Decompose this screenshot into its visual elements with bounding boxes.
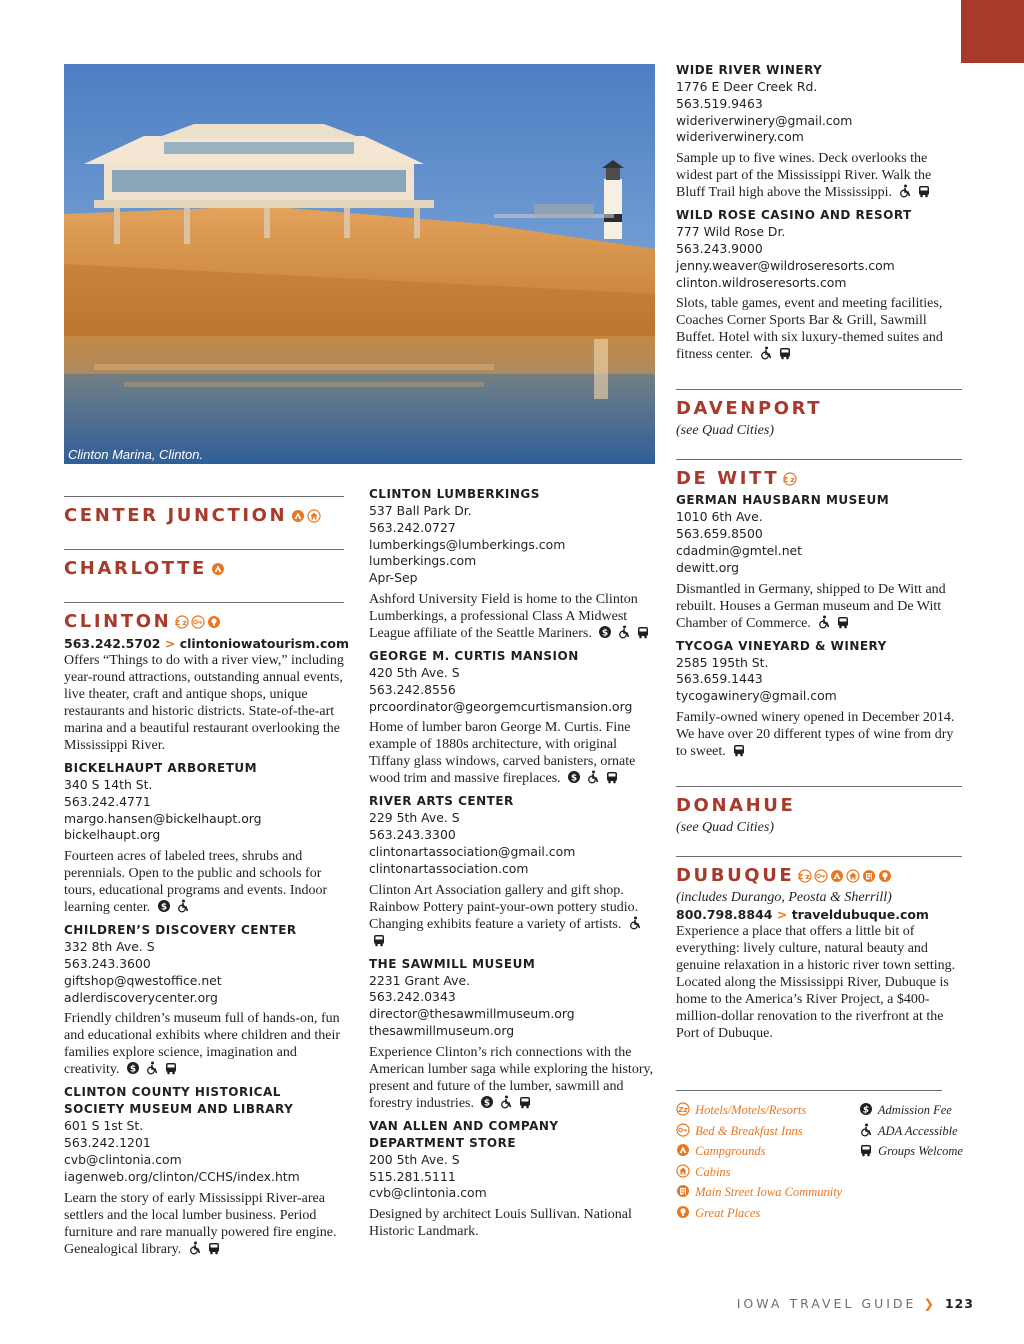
street-address: 1010 6th Ave. <box>676 509 763 525</box>
phone-number: 563.659.8500 <box>676 526 763 542</box>
email-link[interactable]: tycogawinery@gmail.com <box>676 688 837 704</box>
svg-text:Zz: Zz <box>678 1106 688 1114</box>
groups-welcome-icon <box>732 743 746 757</box>
column-1 <box>64 496 350 1264</box>
legend-item <box>859 1141 963 1162</box>
city-heading: CHARLOTTE <box>64 556 344 582</box>
admission-fee-icon <box>480 1095 494 1109</box>
see-note: (see Quad Cities) <box>676 423 774 439</box>
cabin-icon <box>676 1164 690 1178</box>
legend-label: Cabins <box>695 1164 731 1179</box>
city-description: Experience a place that offers a little bit of everything: lively culture, natural beauty and genuine relaxation in a historic river town setting. Located along the Mississippi River, Dubuque is home to the America’s River Project, a $400-million-dollar renovation to the riverfront at the Port of Dubuque. <box>676 923 956 1041</box>
legend-lodging <box>676 1100 842 1224</box>
listing-name: TYCOGA VINEYARD & WINERY <box>676 638 887 653</box>
legend-label: Admission Fee <box>877 1103 952 1117</box>
email-link[interactable]: director@thesawmillmuseum.org <box>369 1006 575 1022</box>
website-link[interactable]: lumberkings.com <box>369 553 477 569</box>
amenity-icons <box>798 865 894 886</box>
groups-welcome-icon <box>778 346 792 360</box>
description-text: Learn the story of early Mississippi River-area settlers and the local lumber business. Period furniture and rare manually powered fire engine. Genealogical library. <box>64 1190 337 1257</box>
bed-breakfast-icon <box>191 615 205 629</box>
email-link[interactable]: wideriverwinery@gmail.com <box>676 112 853 128</box>
description-text: Dismantled in Germany, shipped to De Witt and rebuilt. Houses a German museum and De Witt Chamber of Commerce. <box>676 581 946 631</box>
city-clinton <box>64 603 350 754</box>
email-link[interactable]: jenny.weaver@wildroseresorts.com <box>676 257 895 273</box>
city-center-junction <box>64 497 344 529</box>
city-heading: DUBUQUE Zz <box>676 863 962 889</box>
see-note: (see Quad Cities) <box>676 819 774 835</box>
phone-number: 563.242.4771 <box>64 793 151 809</box>
website-link[interactable]: clintonartassociation.com <box>369 860 529 876</box>
ada-accessible-icon <box>176 899 190 913</box>
legend-item <box>859 1121 963 1142</box>
great-places-icon <box>878 869 892 883</box>
street-address: 420 5th Ave. S <box>369 664 460 680</box>
listing-bickelhaupt <box>64 760 344 916</box>
city-heading: DE WITT Zz <box>676 468 798 490</box>
ada-accessible-icon <box>898 184 912 198</box>
legend-label: Bed & Breakfast Inns <box>695 1123 803 1138</box>
phone-number: 563.243.3300 <box>369 827 456 843</box>
hotel-icon <box>676 1102 690 1116</box>
website-link[interactable]: dewitt.org <box>676 559 740 575</box>
street-address: 601 S 1st St. <box>64 1118 144 1134</box>
ada-accessible-icon <box>188 1241 202 1255</box>
website-link[interactable]: traveldubuque.com <box>791 906 929 922</box>
page-number: 123 <box>944 1296 974 1311</box>
campground-icon <box>676 1143 690 1157</box>
svg-text:Zz: Zz <box>798 872 813 881</box>
svg-text:Zz: Zz <box>175 619 190 627</box>
listing-name: CHILDREN’S DISCOVERY CENTER <box>64 923 297 938</box>
ada-accessible-icon <box>817 615 831 629</box>
listing-lumberkings <box>369 486 654 642</box>
column-2 <box>369 486 654 1246</box>
arrow-glyph: > <box>164 636 176 651</box>
listing-name: GEORGE M. CURTIS MANSION <box>369 648 579 663</box>
photo-caption: Clinton Marina, Clinton. <box>68 447 204 462</box>
description-text: Slots, table games, event and meeting facilities, Coaches Corner Sports Bar & Grill, Sawmill Buffet. Hotel with six luxury-themed suites and fitness center. <box>676 296 943 363</box>
street-address: 200 5th Ave. S <box>369 1151 460 1167</box>
phone-number: 563.242.0343 <box>369 989 456 1005</box>
campground-icon <box>291 509 305 523</box>
city-description: Offers “Things to do with a river view,” including year-round attractions, outstanding annual events, live theater, craft and antique shops, unique restaurants and historic districts. State-of-the-art marina and a beautiful restaurant overlooking the Mississippi River. <box>64 653 344 753</box>
email-link[interactable]: cvb@clintonia.com <box>64 1151 182 1167</box>
listing-name: WILD ROSE CASINO AND RESORT <box>676 208 912 223</box>
listing-name: BICKELHAUPT ARBORETUM <box>64 761 258 775</box>
legend-item <box>676 1162 842 1183</box>
description-text: Sample up to five wines. Deck overlooks the widest part of the Mississippi River. Walk the Bluff Trail high above the Mississippi. <box>676 151 932 201</box>
listing-clinton-county-historical <box>64 1084 344 1257</box>
street-address: 332 8th Ave. S <box>64 939 155 955</box>
svg-text:$: $ <box>862 1105 870 1116</box>
groups-welcome-icon <box>164 1061 178 1075</box>
listing-tycoga <box>676 638 962 760</box>
admission-fee-icon <box>157 899 171 913</box>
great-places-icon <box>207 615 221 629</box>
contact-line <box>676 906 962 923</box>
listing-name: CLINTON COUNTY HISTORICAL SOCIETY MUSEUM AND LIBRARY <box>64 1085 294 1117</box>
website-link[interactable]: clintoniowatourism.com <box>179 636 350 651</box>
svg-text:$: $ <box>129 1064 137 1075</box>
admission-fee-icon <box>567 770 581 784</box>
phone-number: 563.243.9000 <box>676 240 763 256</box>
hotel-icon <box>175 615 189 629</box>
great-places-icon <box>676 1205 690 1219</box>
chevron-right-icon: ❯ <box>923 1296 934 1311</box>
listing-van-allen <box>369 1118 654 1240</box>
description-text: Designed by architect Louis Sullivan. National Historic Landmark. <box>369 1207 632 1240</box>
website-link[interactable]: bickelhaupt.org <box>64 827 161 843</box>
website-link[interactable]: wideriverwinery.com <box>676 129 804 145</box>
listing-description <box>64 848 344 916</box>
contact-line <box>64 635 350 652</box>
admission-fee-icon <box>598 625 612 639</box>
phone-number: 563.242.8556 <box>369 681 456 697</box>
email-link[interactable]: cdadmin@gmtel.net <box>676 542 803 558</box>
phone-number: 563.242.5702 <box>64 636 161 651</box>
groups-welcome-icon <box>836 615 850 629</box>
email-link[interactable]: prcoordinator@georgemcurtismansion.org <box>369 698 633 714</box>
hotel-icon <box>798 869 812 883</box>
description-text: Ashford University Field is home to the Clinton Lumberkings, a professional Class A Midwest League affiliate of the Seattle Mariners. <box>369 591 638 641</box>
street-address: 537 Ball Park Dr. <box>369 503 472 518</box>
phone-number: 800.798.8844 <box>676 906 773 922</box>
listing-wild-rose <box>676 207 962 363</box>
email-link[interactable]: lumberkings@lumberkings.com <box>369 536 566 552</box>
listing-childrens-discovery <box>64 922 344 1078</box>
description-text: Home of lumber baron George M. Curtis. Fine example of 1880s architecture, with original Tiffany glass windows, carved banisters, ornate wood trim and massive fireplaces. <box>369 720 636 787</box>
city-dubuque <box>676 857 962 1042</box>
phone-number: 515.281.5111 <box>369 1168 456 1184</box>
listing-description <box>369 1044 654 1112</box>
groups-welcome-icon <box>605 770 619 784</box>
listing-description <box>369 591 654 642</box>
legend-item <box>676 1100 842 1121</box>
legend-label: Main Street Iowa Community <box>695 1185 843 1200</box>
listing-name: RIVER ARTS CENTER <box>369 794 514 809</box>
corner-tab <box>961 0 1024 63</box>
marina-photo <box>64 64 655 464</box>
email-link[interactable]: giftshop@qwestoffice.net <box>64 972 222 988</box>
main-street-icon <box>862 869 876 883</box>
listing-description <box>64 1010 344 1078</box>
ada-accessible-icon <box>586 770 600 784</box>
main-street-icon <box>676 1184 690 1198</box>
website-link[interactable]: thesawmillmuseum.org <box>369 1022 515 1038</box>
ada-accessible-icon <box>759 346 773 360</box>
city-donahue <box>676 787 962 836</box>
phone-number: 563.242.1201 <box>64 1135 151 1151</box>
svg-text:Zz: Zz <box>783 476 798 485</box>
groups-welcome-icon <box>917 184 931 198</box>
arrow-glyph: > <box>776 906 788 922</box>
legend-label: Groups Welcome <box>878 1144 963 1159</box>
legend-item <box>676 1141 842 1162</box>
description-text: Family-owned winery opened in December 2014. We have over 20 different types of wine from dry to sweet. <box>676 709 955 759</box>
groups-welcome-icon <box>636 625 650 639</box>
hotel-icon <box>783 472 797 486</box>
city-heading: CENTER JUNCTION <box>64 503 344 529</box>
listing-name: GERMAN HAUSBARN MUSEUM <box>676 493 890 508</box>
legend-item <box>676 1121 842 1142</box>
listing-curtis-mansion <box>369 648 654 787</box>
svg-text:$: $ <box>602 628 609 639</box>
legend-item <box>859 1100 963 1121</box>
legend-label: Hotels/Motels/Resorts <box>695 1103 807 1117</box>
listing-name: VAN ALLEN AND COMPANY DEPARTMENT STORE <box>369 1118 559 1150</box>
guide-title: IOWA TRAVEL GUIDE <box>736 1296 917 1311</box>
cabin-icon <box>307 509 321 523</box>
listing-description <box>64 1190 344 1258</box>
street-address: 1776 E Deer Creek Rd. <box>676 79 818 94</box>
city-heading: CLINTON Zz <box>64 609 344 635</box>
ada-accessible-icon <box>859 1123 873 1137</box>
street-address: 2231 Grant Ave. <box>369 972 471 988</box>
groups-welcome-icon <box>518 1095 532 1109</box>
listing-description <box>676 295 962 363</box>
street-address: 340 S 14th St. <box>64 777 153 792</box>
email-link[interactable]: margo.hansen@bickelhaupt.org <box>64 810 262 826</box>
listing-description <box>369 1206 654 1240</box>
street-address: 2585 195th St. <box>676 654 769 670</box>
description-text: Friendly children’s museum full of hands-on, fun and educational exhibits where children and their families explore science, imagination and creativity. <box>64 1011 341 1078</box>
svg-text:$: $ <box>160 902 167 913</box>
description-text: Clinton Art Association gallery and gift shop. Rainbow Pottery paint-your-own pottery studio. Changing exhibits feature a variety of artists. <box>369 882 639 932</box>
groups-welcome-icon <box>859 1143 873 1157</box>
street-address: 229 5th Ave. S <box>369 810 460 826</box>
svg-text:$: $ <box>571 773 578 784</box>
email-link[interactable]: clintonartassociation@gmail.com <box>369 843 576 859</box>
icon-legend <box>676 1090 963 1220</box>
legend-item <box>676 1182 842 1203</box>
phone-number: 563.242.0727 <box>369 519 456 535</box>
description-text: Fourteen acres of labeled trees, shrubs and perennials. Open to the public and schools for tours, educational programs and events. Indoor learning center. <box>64 849 328 916</box>
listing-description <box>676 709 962 760</box>
cabin-icon <box>846 869 860 883</box>
listing-name: WIDE RIVER WINERY <box>676 63 823 77</box>
listing-description <box>676 581 962 632</box>
amenity-icons <box>175 611 223 632</box>
legend-label: Campgrounds <box>695 1144 766 1159</box>
amenity-icons <box>211 558 227 579</box>
legend-label: ADA Accessible <box>877 1123 958 1138</box>
city-davenport <box>676 390 962 439</box>
season-dates: Apr-Sep <box>369 570 418 586</box>
phone-number: 563.659.1443 <box>676 671 763 687</box>
city-heading: DONAHUE <box>676 794 796 816</box>
email-link[interactable]: cvb@clintonia.com <box>369 1185 487 1201</box>
admission-fee-icon <box>859 1102 873 1116</box>
legend-label: Great Places <box>695 1205 761 1220</box>
svg-text:$: $ <box>484 1098 491 1109</box>
listing-description <box>676 150 962 201</box>
listing-hausbarn <box>676 492 962 631</box>
website-link[interactable]: iagenweb.org/clinton/CCHS/index.htm <box>64 1168 300 1184</box>
city-heading: DAVENPORT <box>676 398 823 420</box>
listing-name: CLINTON LUMBERKINGS <box>369 487 540 501</box>
listing-sawmill <box>369 956 654 1112</box>
listing-wide-river <box>676 62 962 201</box>
listing-description <box>369 719 654 787</box>
campground-icon <box>830 869 844 883</box>
ada-accessible-icon <box>628 916 642 930</box>
ada-accessible-icon <box>145 1061 159 1075</box>
phone-number: 563.243.3600 <box>64 955 151 971</box>
amenity-icons <box>783 468 799 489</box>
listing-description <box>369 882 654 950</box>
ada-accessible-icon <box>499 1095 513 1109</box>
listing-river-arts <box>369 793 654 949</box>
see-note: (includes Durango, Peosta & Sherrill) <box>676 889 892 905</box>
campground-icon <box>211 562 225 576</box>
bed-breakfast-icon <box>676 1123 690 1137</box>
listing-name: THE SAWMILL MUSEUM <box>369 956 536 971</box>
groups-welcome-icon <box>372 933 386 947</box>
admission-fee-icon <box>126 1061 140 1075</box>
street-address: 777 Wild Rose Dr. <box>676 224 786 240</box>
page-footer <box>737 1296 974 1311</box>
website-link[interactable]: clinton.wildroseresorts.com <box>676 274 847 290</box>
bed-breakfast-icon <box>814 869 828 883</box>
amenity-icons <box>291 505 323 526</box>
column-3 <box>676 62 962 1048</box>
city-de-witt <box>676 460 962 492</box>
groups-welcome-icon <box>207 1241 221 1255</box>
city-charlotte <box>64 550 344 582</box>
description-text: Experience Clinton’s rich connections with the American lumber saga while exploring the history, present and future of the lumber, sawmill and forestry industries. <box>369 1044 654 1111</box>
phone-number: 563.519.9463 <box>676 95 763 111</box>
legend-amenities <box>859 1100 963 1162</box>
ada-accessible-icon <box>617 625 631 639</box>
website-link[interactable]: adlerdiscoverycenter.org <box>64 989 218 1005</box>
legend-item <box>676 1203 842 1224</box>
